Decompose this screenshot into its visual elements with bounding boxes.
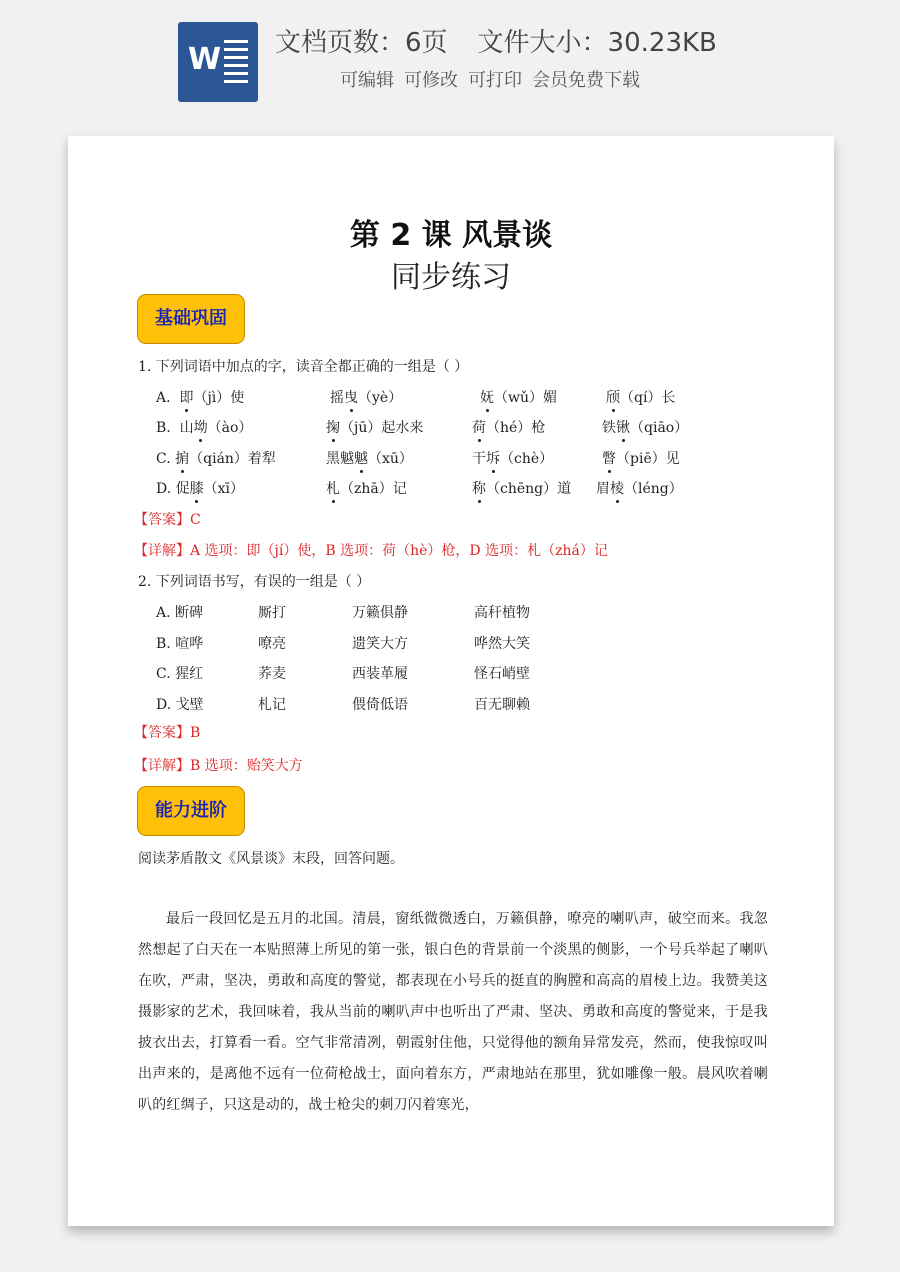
q1-option-d-4: 眉棱（léng） <box>596 481 683 497</box>
document-page <box>68 136 834 1226</box>
feature-list <box>340 66 640 92</box>
feature-printable: 可打印 <box>468 70 522 91</box>
q1-option-a-2: 摇曳（yè） <box>330 390 403 406</box>
q2-option-a-4: 高秆植物 <box>474 605 530 621</box>
q2-option-d-2: 札记 <box>258 697 286 713</box>
q2-option-a: A. 断碑 <box>156 605 204 621</box>
feature-editable: 可编辑 <box>340 70 394 91</box>
q1-option-b-3: 荷（hé）枪 <box>472 420 546 436</box>
q2-stem: 2. 下列词语书写，有误的一组是（ ） <box>138 574 371 590</box>
q2-explanation: 【详解】B 选项：贻笑大方 <box>134 758 303 774</box>
q1-option-a-3: 妩（wǔ）媚 <box>480 390 557 406</box>
reading-intro: 阅读茅盾散文《风景谈》末段，回答问题。 <box>138 851 404 867</box>
word-logo-letter: W <box>188 42 221 77</box>
q2-option-b-2: 嘹亮 <box>258 636 286 652</box>
q1-option-c-2: 黑魆魆（xū） <box>326 451 413 467</box>
q2-option-b-4: 哗然大笑 <box>474 636 530 652</box>
lesson-subtitle: 同步练习 <box>391 260 511 295</box>
word-logo-lines <box>224 40 248 88</box>
reading-passage: 最后一段回忆是五月的北国。清晨，窗纸微微透白，万籁俱静，嘹亮的喇叭声，破空而来。我忽然想起了白天在一本贴照薄上所见的第一张，银白色的背景前一个淡黑的侧影，一个号兵举起了喇叭在吹，严肃，坚决，勇敢和高度的警觉，都表现在小号兵的挺直的胸膛和高高的眉棱上边。我赞美这摄影家的艺术，我回味着，我从当前的喇叭声中也听出了严肃、坚决、勇敢和高度的警觉来，于是我披衣出去，打算看一看。空气非常清冽，朝霞射住他，只觉得他的额角异常发亮，然而，使我惊叹叫出声来的，是离他不远有一位荷枪战士，面向着东方，严肃地站在那里，犹如雕像一般。晨风吹着喇叭的红绸子，只这是动的，战士枪尖的刺刀闪着寒光， <box>138 911 768 1113</box>
feature-modifiable: 可修改 <box>404 70 458 91</box>
q2-option-c-2: 荞麦 <box>258 666 286 682</box>
q2-option-a-3: 万籁俱静 <box>352 605 408 621</box>
q2-option-c: C. 猩红 <box>156 666 204 682</box>
q1-option-b-4: 铁锹（qiāo） <box>602 420 689 436</box>
q2-option-d-3: 偎倚低语 <box>352 697 408 713</box>
q1-option-a: A. 即（jì）使 <box>156 390 245 406</box>
file-info <box>275 22 717 59</box>
q1-stem: 1. 下列词语中加点的字，读音全都正确的一组是（ ） <box>138 359 469 375</box>
word-document-icon <box>178 22 258 102</box>
q1-option-c: C. 掮（qián）着犁 <box>156 451 276 467</box>
q2-option-c-4: 怪石峭壁 <box>474 666 530 682</box>
feature-member-download: 会员免费下载 <box>532 70 640 91</box>
q2-option-b-3: 遗笑大方 <box>352 636 408 652</box>
q1-option-d: D. 促膝（xī） <box>156 481 245 497</box>
q2-answer: 【答案】B <box>134 725 201 741</box>
q2-option-d: D. 戈壁 <box>156 697 204 713</box>
q2-option-a-2: 厮打 <box>258 605 286 621</box>
file-size: 文件大小：30.23KB <box>477 28 717 58</box>
q1-option-d-3: 称（chēng）道 <box>472 481 572 497</box>
q2-option-c-3: 西装革履 <box>352 666 408 682</box>
q1-option-b-2: 掬（jū）起水来 <box>326 420 424 436</box>
q1-option-c-3: 干坼（chè） <box>472 451 554 467</box>
q1-answer: 【答案】C <box>134 512 201 528</box>
lesson-title: 第 2 课 风景谈 <box>349 218 553 253</box>
q1-option-a-4: 颀（qí）长 <box>606 390 676 406</box>
doc-header <box>0 0 900 120</box>
q2-option-d-4: 百无聊赖 <box>474 697 530 713</box>
q1-option-d-2: 札（zhā）记 <box>326 481 407 497</box>
section-badge-advanced: 能力进阶 <box>137 786 245 836</box>
q1-option-b: B. 山坳（ào） <box>156 420 253 436</box>
q1-option-c-4: 瞥（piē）见 <box>602 451 680 467</box>
q1-explanation: 【详解】A 选项：即（jí）使，B 选项：荷（hè）枪，D 选项：札（zhá）记 <box>134 543 608 559</box>
q2-option-b: B. 喧哗 <box>156 636 204 652</box>
section-badge-basics: 基础巩固 <box>137 294 245 344</box>
page-count: 文档页数：6页 <box>275 28 448 58</box>
